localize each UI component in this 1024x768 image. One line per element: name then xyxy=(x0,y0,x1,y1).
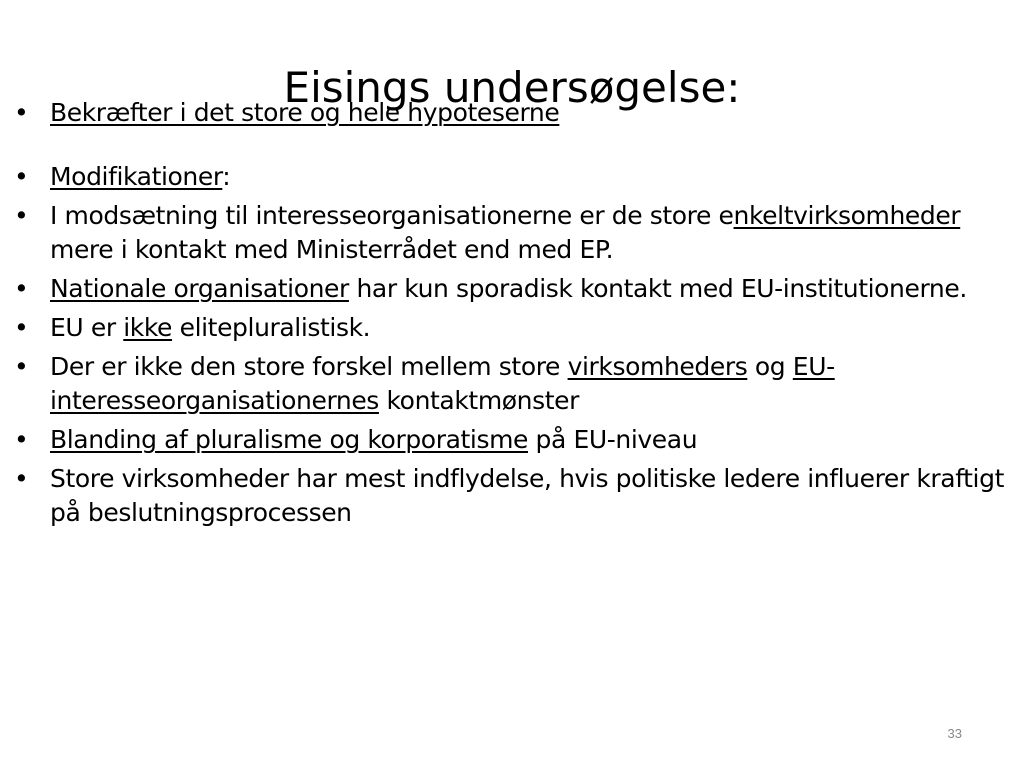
bullet-text: kontaktmønster xyxy=(378,386,579,415)
bullet-item xyxy=(14,423,1014,457)
underlined-text: ikke xyxy=(123,313,173,342)
underlined-text: virksomheders xyxy=(567,352,748,381)
bullet-list xyxy=(14,96,1014,535)
slide-title: Eisings undersøgelse: xyxy=(283,63,741,113)
page-number: 33 xyxy=(947,726,962,741)
bullet-text: EU er xyxy=(50,313,124,342)
bullet-item xyxy=(14,350,1014,418)
underlined-text: Nationale organisationer xyxy=(50,274,349,303)
bullet-text: Der er ikke den store forskel mellem store xyxy=(50,352,568,381)
underlined-text: Modifikationer xyxy=(50,162,223,191)
bullet-text: har kun sporadisk kontakt med EU-institutionerne. xyxy=(348,274,967,303)
bullet-item xyxy=(14,272,1014,306)
bullet-text: mere i kontakt med Ministerrådet end med EP. xyxy=(50,235,614,264)
bullet-item xyxy=(14,311,1014,345)
bullet-item xyxy=(14,160,1014,194)
underlined-text: Blanding af pluralisme og korporatisme xyxy=(50,425,529,454)
bullet-item xyxy=(14,199,1014,267)
underlined-text: Bekræfter i det store og hele hypoteserne xyxy=(50,98,560,127)
bullet-text: Store virksomheder har mest indflydelse, hvis politiske ledere influerer kraftigt på beslutningsprocessen xyxy=(50,464,1004,527)
underlined-text: nkeltvirksomheder xyxy=(733,201,961,230)
bullet-text: på EU-niveau xyxy=(528,425,698,454)
bullet-item xyxy=(14,96,1014,130)
bullet-text: og xyxy=(747,352,793,381)
bullet-item xyxy=(14,462,1014,530)
bullet-text: : xyxy=(222,162,231,191)
underlined-text: EU-interesseorganisationernes xyxy=(50,352,835,415)
bullet-text: elitepluralistisk. xyxy=(172,313,371,342)
bullet-text: I modsætning til interesseorganisationerne er de store e xyxy=(50,201,734,230)
